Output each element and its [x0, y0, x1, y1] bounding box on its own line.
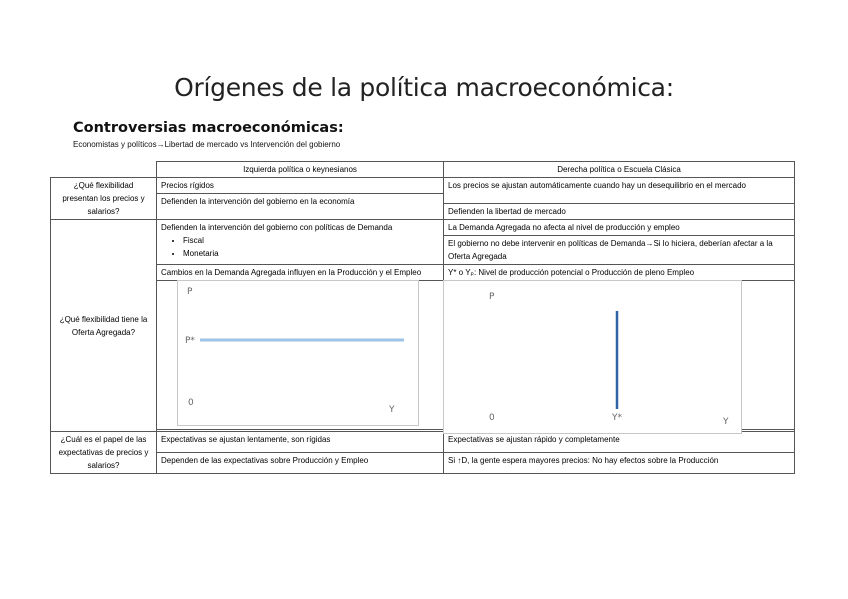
table-header-row: [51, 162, 795, 178]
cell: Precios rígidos: [157, 178, 444, 194]
cell-text: Defienden la intervención del gobierno con políticas de Demanda: [161, 223, 393, 232]
table-row: [51, 220, 795, 236]
policy-list: [161, 234, 439, 260]
cell: [157, 220, 444, 265]
cell: Defienden la intervención del gobierno en la economía: [157, 194, 444, 220]
table-row: [51, 281, 795, 430]
comparison-table: [50, 161, 795, 474]
price-level-label: P*: [185, 336, 195, 346]
cell: Si ↑D, la gente espera mayores precios: No hay efectos sobre la Producción: [444, 453, 795, 474]
table-row: [51, 432, 795, 453]
keynesian-supply-chart: [177, 280, 419, 426]
cell: Los precios se ajustan automáticamente cuando hay un desequilibrio en el mercado: [444, 178, 795, 204]
table-row: [51, 178, 795, 194]
question-supply-flexibility: ¿Qué flexibilidad tiene la Oferta Agregada?: [51, 220, 157, 432]
classical-supply-chart: [443, 280, 742, 434]
empty-header-cell: [51, 162, 157, 178]
list-item: • Fiscal: [183, 234, 439, 247]
keynesian-supply-svg: [178, 281, 418, 425]
y-axis-label: P: [187, 287, 193, 297]
origin-label: 0: [188, 398, 194, 408]
cell: Cambios en la Demanda Agregada influyen en la Producción y el Empleo: [157, 265, 444, 281]
cell: La Demanda Agregada no afecta al nivel de producción y empleo: [444, 220, 795, 236]
section-caption: Economistas y políticos→Libertad de mercado vs Intervención del gobierno: [73, 140, 341, 149]
x-axis-label: Y: [723, 417, 729, 427]
cell: El gobierno no debe intervenir en políticas de Demanda→Si lo hiciera, deberían afectar a la Oferta Agregada: [444, 236, 795, 265]
header-left: Izquierda política o keynesianos: [157, 162, 444, 178]
table-row: [51, 453, 795, 474]
cell: Y* o Yₚ: Nivel de producción potencial o Producción de pleno Empleo: [444, 265, 795, 281]
classical-supply-svg: [444, 281, 741, 433]
cell: Expectativas se ajustan rápido y completamente: [444, 432, 795, 453]
cell: Expectativas se ajustan lentamente, son rígidas: [157, 432, 444, 453]
section-subtitle: Controversias macroeconómicas:: [73, 120, 344, 136]
chart-cell-right: [444, 281, 795, 430]
cell: Dependen de las expectativas sobre Producción y Empleo: [157, 453, 444, 474]
table-row: [51, 265, 795, 281]
list-item: • Monetaria: [183, 247, 439, 260]
header-right: Derecha política o Escuela Clásica: [444, 162, 795, 178]
potential-output-label: Y*: [612, 413, 622, 423]
chart-cell-left: [157, 281, 444, 430]
y-axis-label: P: [489, 292, 495, 302]
question-prices-flexibility: ¿Qué flexibilidad presentan los precios y salarios?: [51, 178, 157, 220]
origin-label: 0: [489, 413, 495, 423]
cell: Defienden la libertad de mercado: [444, 204, 795, 220]
question-expectations: ¿Cuál es el papel de las expectativas de precios y salarios?: [51, 432, 157, 474]
page-title: Orígenes de la política macroeconómica:: [174, 73, 674, 102]
x-axis-label: Y: [389, 405, 395, 415]
